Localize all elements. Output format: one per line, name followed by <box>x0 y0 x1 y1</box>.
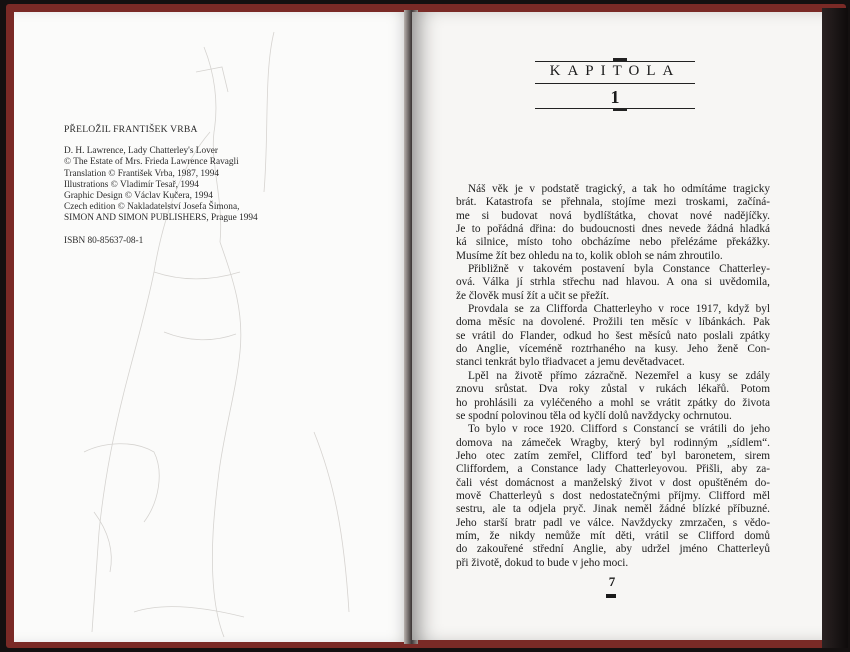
page-number: 7 <box>608 574 616 589</box>
text-line: se vrátil do Flander, odkud ho šest měsíců nato poslali zpátky <box>456 329 770 342</box>
right-cover-edge <box>822 8 848 648</box>
translator-credit: PŘELOŽIL FRANTIŠEK VRBA <box>64 124 198 135</box>
text-line: Náš věk je v podstatě tragický, a tak ho odmítáme tragicky <box>468 183 770 195</box>
credit-line: Graphic Design © Václav Kučera, 1994 <box>64 191 213 202</box>
left-page <box>14 12 412 642</box>
text-line: To bylo v roce 1920. Clifford s Constancí se vrátili do jeho <box>468 423 770 436</box>
credit-line: © The Estate of Mrs. Frieda Lawrence Ravagli <box>64 157 239 168</box>
text-line: Jeho otec zatím zemřel, Clifford teď byl baronetem, sirem <box>456 449 770 462</box>
chapter-label: KAPITOLA <box>549 63 681 79</box>
text-line: čali vést domácnost a manželský život v dost opuštěném do- <box>456 476 770 489</box>
text-line: Jeho starší bratr padl ve válce. Navždycky zmrzačen, s vědo- <box>456 516 770 529</box>
text-line: mím, že nikdy nemůže mít děti, vrátil se Clifford domů <box>456 529 770 542</box>
text-line: me si budovat nová bydlíštátka, chovat nové nadějíčky. <box>456 209 770 222</box>
text-line: Musíme žít bez ohledu na to, kolik obloh se nám zhroutilo. <box>456 249 723 262</box>
text-line: doma měsíc na dovolené. Prožili ten měsíc v líbánkách. Pak <box>456 316 770 329</box>
text-line: Je to pořádná dřina: do budoucnosti dnes nevede žádná hladká <box>456 223 770 236</box>
text-line: do Anglie, víceméně roztrhaného na kusy. Jeho ženě Con- <box>456 343 770 356</box>
text-line: znovu srůstat. Dva roky zůstal v rukách lékařů. Potom <box>456 383 770 396</box>
page-number-ornament <box>606 594 616 598</box>
heading-rule-top <box>535 61 695 62</box>
heading-ornament <box>613 108 627 111</box>
text-line: se spodní polovinou těla od kyčlí dolů navždycky ochrnutou. <box>456 409 732 422</box>
credit-line: Czech edition © Nakladatelství Josefa Šimona, <box>64 202 240 213</box>
text-line: do zakouřené střední Anglie, aby udržel jméno Chatterleyů <box>456 543 770 556</box>
chapter-heading <box>535 58 695 114</box>
text-line: stanci tenkrát bylo třiadvacet a jemu devětadvacet. <box>456 356 685 369</box>
heading-rule-middle <box>535 83 695 84</box>
credit-line: D. H. Lawrence, Lady Chatterley's Lover <box>64 146 218 157</box>
text-line: domova na zámeček Wragby, který byl rodinným „sídlem“. <box>456 436 770 449</box>
text-line: při životě, dokud to bude v jeho moci. <box>456 556 629 569</box>
chapter-number: 1 <box>610 87 620 107</box>
copyright-imprint <box>64 124 364 247</box>
paragraph <box>456 263 770 303</box>
text-line: že člověk musí žít a učit se přežít. <box>456 289 610 302</box>
credit-line: Illustrations © Vladimír Tesař, 1994 <box>64 179 199 190</box>
text-line: sestru, ale ta odjela pryč. Jinak neměl žádné blízké příbuzné. <box>456 503 770 516</box>
text-line: Cliffordem, a Constance lady Chatterleyovou. Přišli, aby za- <box>456 463 770 476</box>
paragraph <box>456 423 770 570</box>
text-line: ká silnice, místo toho obcházíme nebo přelézáme překážky. <box>456 236 770 249</box>
text-line: ho prohlásili za vyléčeného a mohl se vrátit zpátky do života <box>456 396 770 409</box>
text-line: Provdala se za Clifforda Chatterleyho v roce 1917, když byl <box>468 303 770 316</box>
text-line: Lpěl na životě přímo zázračně. Nezemřel a kusy se zdály <box>468 369 770 382</box>
credit-line: Translation © František Vrba, 1987, 1994 <box>64 168 219 179</box>
paragraph <box>456 183 770 263</box>
paragraph <box>456 370 770 423</box>
isbn: ISBN 80-85637-08-1 <box>64 235 144 246</box>
text-line: Přibližně v takovém postavení byla Constance Chatterley- <box>468 263 770 276</box>
credit-line: SIMON AND SIMON PUBLISHERS, Prague 1994 <box>64 213 258 224</box>
paragraph <box>456 303 770 370</box>
text-line: mově Chatterleyů s dost nedostatečnými příjmy. Clifford měl <box>456 489 770 502</box>
text-line: ová. Válka jí strhla střechu nad hlavou. A ona si uvědomila, <box>456 276 770 289</box>
chapter-body-text <box>456 183 770 570</box>
text-line: brát. Katastrofa se přehnala, stojíme mezi troskami, začíná- <box>456 196 770 209</box>
